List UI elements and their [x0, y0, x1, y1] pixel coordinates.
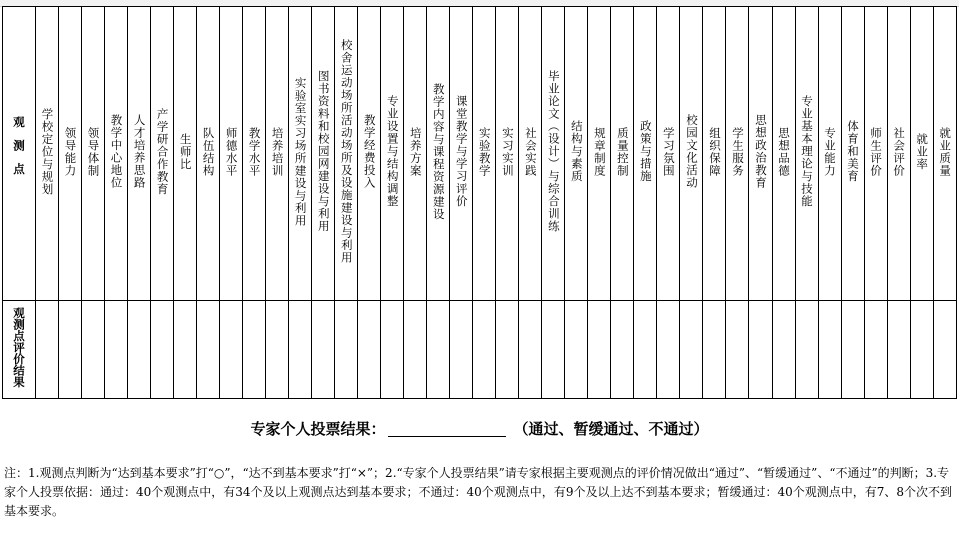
evaluation-result-cell[interactable] — [519, 301, 542, 399]
observation-point-label: 质量控制 — [615, 126, 630, 177]
observation-point-header — [450, 7, 473, 301]
observation-point-label: 组织保障 — [707, 126, 722, 177]
observation-point-header — [174, 7, 197, 301]
observation-point-label: 师生评价 — [869, 126, 884, 177]
observation-point-header — [657, 7, 680, 301]
observation-point-label: 校园文化活动 — [684, 114, 699, 189]
observation-point-header — [795, 7, 818, 301]
evaluation-result-label: 观测点评价结果 — [12, 307, 26, 388]
observation-point-label: 结构与素质 — [569, 120, 584, 183]
observation-point-header — [266, 7, 289, 301]
evaluation-result-cell[interactable] — [749, 301, 772, 399]
evaluation-result-cell[interactable] — [450, 301, 473, 399]
evaluation-result-cell[interactable] — [887, 301, 910, 399]
evaluation-result-cell[interactable] — [220, 301, 243, 399]
evaluation-result-cell[interactable] — [105, 301, 128, 399]
evaluation-table — [2, 6, 957, 399]
observation-point-label: 就业率 — [915, 132, 930, 171]
evaluation-result-cell[interactable] — [818, 301, 841, 399]
observation-point-label: 实习实训 — [500, 126, 515, 177]
observation-point-label: 生师比 — [178, 132, 193, 171]
observation-point-header — [36, 7, 59, 301]
evaluation-result-cell[interactable] — [634, 301, 657, 399]
evaluation-result-cell[interactable] — [59, 301, 82, 399]
observation-points-label: 观测点 — [12, 116, 26, 187]
evaluation-result-cell[interactable] — [174, 301, 197, 399]
evaluation-result-cell[interactable] — [542, 301, 565, 399]
observation-point-header — [749, 7, 772, 301]
observation-point-label: 思想品德 — [777, 126, 791, 177]
observation-point-header — [381, 7, 404, 301]
observation-point-header — [910, 7, 933, 301]
observation-point-label: 队伍结构 — [201, 126, 216, 177]
observation-point-header — [335, 7, 358, 301]
observation-point-label: 校舍运动场所活动场所及设施建设与利用 — [339, 39, 354, 264]
evaluation-result-cell[interactable] — [427, 301, 450, 399]
observation-point-header — [496, 7, 519, 301]
notes-text: 注：1.观测点判断为“达到基本要求”打“○”，“达不到基本要求”打“×”；2.“专家个人投票结果”请专家根据主要观测点的评价情况做出“通过”、“暂缓通过”、“不通过”的判断；3.专家个人投票依据：通过：40个观测点中，有34个及以上观测点达到基本要求；不通过：40个观测点中，有9个及以上达不到基本要求；暂缓通过：40个观测点中，有7、8个次不到基本要求。 — [4, 466, 952, 518]
evaluation-result-cell[interactable] — [910, 301, 933, 399]
observation-point-label: 教学经费投入 — [362, 114, 377, 189]
evaluation-result-cell[interactable] — [404, 301, 427, 399]
observation-point-header — [887, 7, 910, 301]
row-header-cell — [3, 301, 36, 399]
observation-point-label: 领导体制 — [86, 126, 101, 177]
observation-point-label: 人才培养思路 — [132, 114, 147, 189]
observation-point-header — [680, 7, 703, 301]
observation-point-label: 专业设置与结构调整 — [385, 95, 400, 208]
observation-point-header — [841, 7, 864, 301]
evaluation-result-cell[interactable] — [289, 301, 312, 399]
observation-point-header — [151, 7, 174, 301]
evaluation-result-cell[interactable] — [36, 301, 59, 399]
observation-point-label: 课堂教学与学习评价 — [454, 95, 469, 208]
observation-point-header — [404, 7, 427, 301]
evaluation-result-cell[interactable] — [657, 301, 680, 399]
observation-point-label: 政策与措施 — [638, 120, 653, 183]
observation-point-label: 社会实践 — [523, 126, 538, 177]
observation-point-label: 毕业论文（设计）与综合训练 — [546, 70, 561, 233]
observation-point-label: 体育和美育 — [846, 120, 861, 183]
observation-point-header — [588, 7, 611, 301]
observation-point-header — [611, 7, 634, 301]
observation-point-label: 就业质量 — [938, 126, 953, 177]
observation-point-header — [243, 7, 266, 301]
observation-point-header — [726, 7, 749, 301]
observation-point-label: 学习氛围 — [661, 126, 676, 177]
observation-point-header — [634, 7, 657, 301]
observation-point-label: 实验教学 — [477, 126, 492, 177]
vote-label: 专家个人投票结果： — [250, 420, 386, 438]
observation-point-header — [473, 7, 496, 301]
observation-point-label: 师德水平 — [224, 126, 239, 177]
observation-point-header — [312, 7, 335, 301]
evaluation-result-cell[interactable] — [680, 301, 703, 399]
evaluation-result-cell[interactable] — [611, 301, 634, 399]
observation-point-header — [565, 7, 588, 301]
vote-options: （通过、暂缓通过、不通过） — [513, 420, 709, 438]
observation-point-header — [542, 7, 565, 301]
row-header-cell — [3, 7, 36, 301]
observation-point-label: 领导能力 — [63, 126, 78, 177]
observation-point-label: 规章制度 — [592, 126, 607, 177]
observation-point-label: 教学水平 — [247, 126, 262, 177]
evaluation-result-cell[interactable] — [772, 301, 795, 399]
observation-point-header — [82, 7, 105, 301]
observation-point-label: 学生服务 — [730, 126, 745, 177]
observation-point-label: 图书资料和校园网建设与利用 — [316, 70, 331, 233]
evaluation-result-cell[interactable] — [128, 301, 151, 399]
evaluation-result-cell[interactable] — [588, 301, 611, 399]
evaluation-result-cell[interactable] — [266, 301, 289, 399]
observation-point-header — [105, 7, 128, 301]
evaluation-result-row — [3, 301, 957, 399]
evaluation-result-cell[interactable] — [496, 301, 519, 399]
observation-point-header — [864, 7, 887, 301]
evaluation-result-cell[interactable] — [381, 301, 404, 399]
observation-point-label: 专业基本理论与技能 — [800, 95, 815, 208]
observation-point-label: 培养方案 — [408, 126, 423, 177]
evaluation-result-cell[interactable] — [358, 301, 381, 399]
observation-point-header — [289, 7, 312, 301]
evaluation-result-cell[interactable] — [795, 301, 818, 399]
observation-point-label: 社会评价 — [892, 126, 907, 177]
observation-point-label: 教学中心地位 — [109, 114, 124, 189]
observation-point-header — [703, 7, 726, 301]
evaluation-result-cell[interactable] — [864, 301, 887, 399]
evaluation-result-cell[interactable] — [703, 301, 726, 399]
observation-point-header — [128, 7, 151, 301]
observation-point-label: 产学研合作教育 — [155, 107, 170, 196]
evaluation-result-cell[interactable] — [473, 301, 496, 399]
observation-point-header — [197, 7, 220, 301]
evaluation-result-cell[interactable] — [841, 301, 864, 399]
observation-point-label: 实验室实习场所建设与利用 — [293, 76, 308, 227]
evaluation-result-cell[interactable] — [82, 301, 105, 399]
observation-point-header — [818, 7, 841, 301]
evaluation-result-cell[interactable] — [933, 301, 956, 399]
observation-point-label: 教学内容与课程资源建设 — [431, 82, 446, 221]
evaluation-result-cell[interactable] — [243, 301, 266, 399]
observation-point-label: 思想政治教育 — [753, 114, 768, 189]
observation-point-label: 学校定位与规划 — [40, 107, 55, 196]
evaluation-result-cell[interactable] — [312, 301, 335, 399]
expert-vote-line — [0, 418, 959, 439]
observation-point-header — [519, 7, 542, 301]
observation-point-header — [59, 7, 82, 301]
evaluation-result-cell[interactable] — [726, 301, 749, 399]
observation-point-header — [933, 7, 956, 301]
observation-point-header — [358, 7, 381, 301]
observation-point-header — [427, 7, 450, 301]
observation-points-row — [3, 7, 957, 301]
observation-point-label: 培养培训 — [270, 126, 285, 177]
observation-point-label: 专业能力 — [823, 126, 838, 177]
evaluation-result-cell[interactable] — [565, 301, 588, 399]
vote-blank-field[interactable] — [388, 420, 506, 437]
evaluation-result-cell[interactable] — [151, 301, 174, 399]
observation-point-header — [220, 7, 243, 301]
evaluation-result-cell[interactable] — [335, 301, 358, 399]
evaluation-result-cell[interactable] — [197, 301, 220, 399]
observation-point-header — [772, 7, 795, 301]
